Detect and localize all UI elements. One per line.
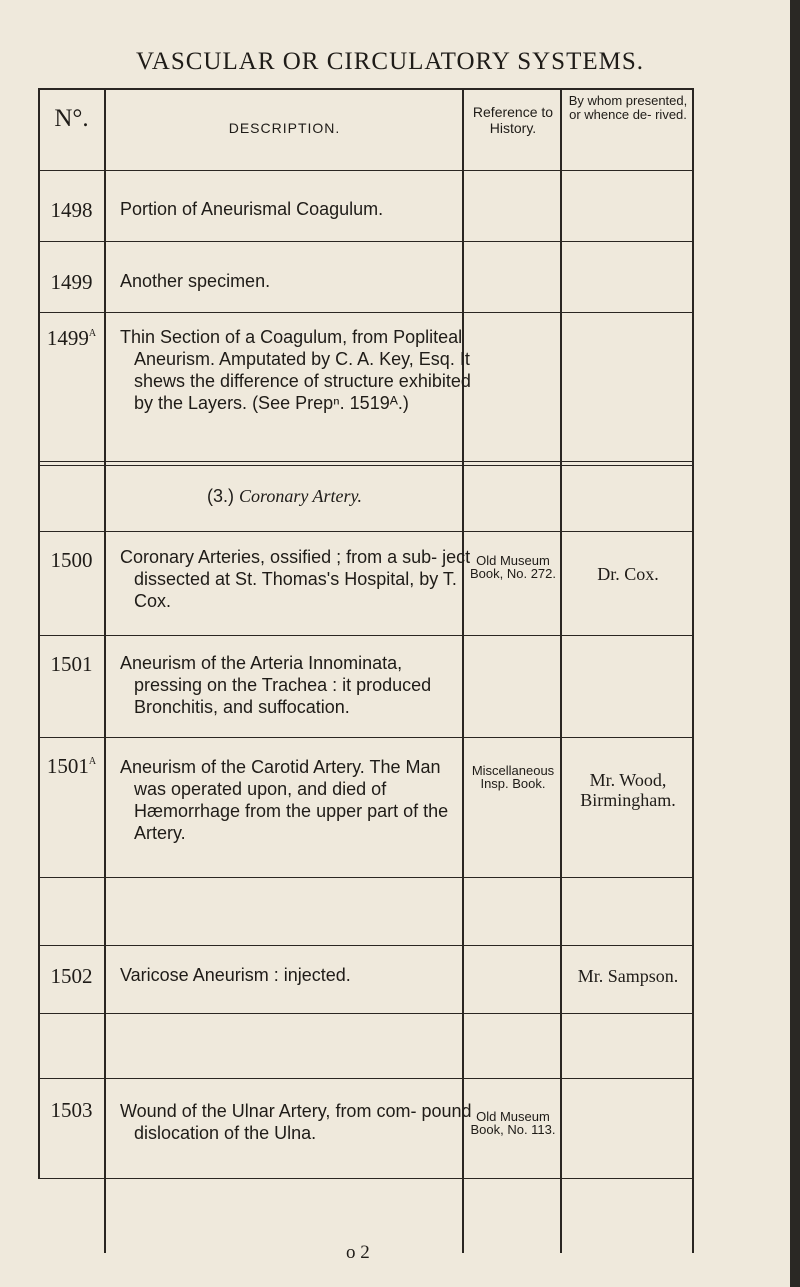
page-title: VASCULAR OR CIRCULATORY SYSTEMS.	[135, 48, 645, 75]
catalogue-table	[38, 88, 694, 1253]
entry-description: Thin Section of a Coagulum, from Popliteal Aneurism. Amputated by C. A. Key, Esq. It shews the difference of structure exhibited by the Layers. (See Prepⁿ. 1519ᴬ.)	[120, 327, 471, 413]
entry-number: 1500	[50, 548, 93, 572]
entry-reference: Old Museum Book, No. 113.	[470, 1109, 556, 1137]
entry-description: Aneurism of the Arteria Innominata, pressing on the Trachea : it produced Bronchitis, and suffocation.	[120, 653, 432, 717]
header-by-whom: By whom presented, or whence de- rived.	[568, 93, 688, 122]
header-number: N°.	[54, 105, 89, 132]
entry-description: Coronary Arteries, ossified ; from a sub- ject dissected at St. Thomas's Hospital, by T. Cox.	[120, 547, 471, 611]
entry-number: 1502	[50, 964, 93, 988]
entry-reference: Miscellaneous Insp. Book.	[471, 763, 555, 791]
entry-number: $1501^A$	[46, 754, 97, 778]
row-divider	[38, 461, 694, 462]
entry-number: 1501	[50, 652, 93, 676]
entry-description: Aneurism of the Carotid Artery. The Man was operated upon, and died of Hæmorrhage from the upper part of the Artery.	[120, 757, 449, 843]
row-divider	[38, 465, 694, 466]
table-left-border	[38, 88, 40, 1178]
entry-description: Another specimen.	[120, 271, 271, 291]
entry-number: $1499^A$	[46, 326, 97, 350]
row-divider	[38, 635, 694, 636]
row-divider	[38, 241, 694, 242]
entry-donor: Dr. Cox.	[597, 564, 659, 584]
header-reference: Reference to History.	[472, 104, 554, 136]
page-edge	[790, 0, 800, 1287]
row-divider	[38, 1078, 694, 1079]
row-divider	[38, 737, 694, 738]
entry-description: Varicose Aneurism : injected.	[120, 965, 351, 985]
entry-donor: Mr. Sampson.	[577, 966, 679, 986]
row-divider	[38, 877, 694, 878]
entry-description: Portion of Aneurismal Coagulum.	[120, 199, 384, 219]
row-divider	[38, 531, 694, 532]
entry-number: 1498	[50, 198, 93, 222]
row-divider	[38, 170, 694, 171]
row-divider	[38, 312, 694, 313]
header-description: DESCRIPTION.	[228, 120, 341, 136]
entry-description: Wound of the Ulnar Artery, from com- pound dislocation of the Ulna.	[120, 1101, 472, 1143]
row-divider	[38, 1013, 694, 1014]
entry-donor: Mr. Wood, Birmingham.	[580, 770, 676, 810]
entry-number: 1503	[50, 1098, 93, 1122]
entry-reference: Old Museum Book, No. 272.	[470, 553, 556, 581]
row-divider	[38, 1178, 694, 1179]
table-top-border	[38, 88, 694, 90]
section-heading: (3.) Coronary Artery.	[206, 486, 363, 506]
row-divider	[38, 945, 694, 946]
entry-number: 1499	[50, 270, 93, 294]
signature-mark: o 2	[346, 1242, 370, 1263]
